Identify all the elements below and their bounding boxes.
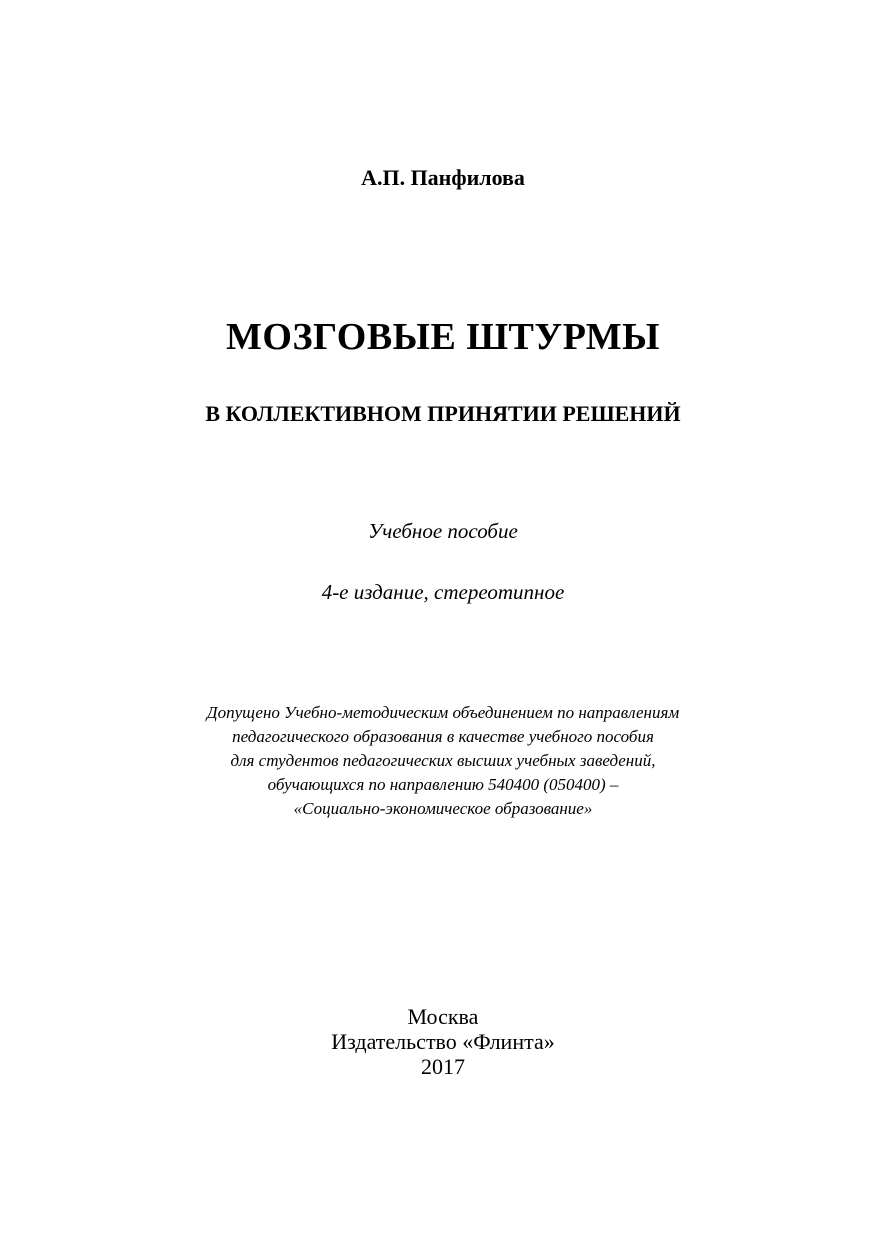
edition-info: 4-е издание, стереотипное — [321, 580, 565, 604]
imprint-year: 2017 — [421, 1054, 465, 1079]
author-name: А.П. Панфилова — [361, 165, 525, 190]
approval-line: обучающихся по направлению 540400 (050400) – — [267, 775, 619, 794]
approval-line: педагогического образования в качестве учебного пособия — [232, 727, 654, 746]
publication-type: Учебное пособие — [368, 519, 518, 543]
approval-line: Допущено Учебно-методическим объединением по направлениям — [206, 703, 680, 722]
approval-statement — [0, 701, 886, 821]
imprint — [0, 1004, 886, 1079]
approval-line: для студентов педагогических высших учебных заведений, — [230, 751, 656, 770]
approval-line: «Социально-экономическое образование» — [293, 799, 593, 818]
imprint-city: Москва — [407, 1004, 479, 1029]
book-subtitle: В КОЛЛЕКТИВНОМ ПРИНЯТИИ РЕШЕНИЙ — [205, 401, 681, 426]
imprint-publisher: Издательство «Флинта» — [331, 1029, 555, 1054]
book-title: МОЗГОВЫЕ ШТУРМЫ — [226, 316, 660, 358]
